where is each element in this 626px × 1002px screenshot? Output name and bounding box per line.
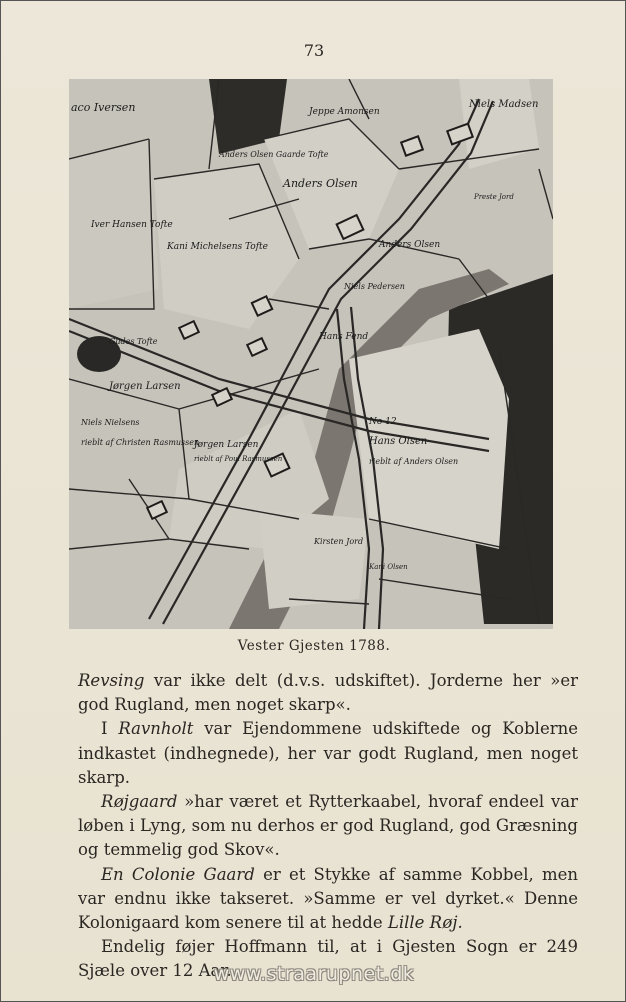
map-label: Jørgen Larsen — [109, 381, 181, 392]
text-run: »har været et Rytterkaabel, hvoraf endeel var løben i Lyng, som nu derhos er god Rugland, god Græsning og temmelig god Skov«. — [78, 792, 578, 860]
paragraph — [78, 669, 578, 717]
figure-caption: Vester Gjesten 1788. — [237, 638, 391, 654]
map-label: Jeppe Amonsen — [309, 107, 380, 117]
map-label: Preste Jord — [474, 193, 514, 201]
map-label: Kani Michelsens Tofte — [167, 242, 268, 252]
text-run: var Ejendommene udskiftede og Koblerne indkastet (indhegnede), her var godt Rugland, men noget skarp. — [78, 719, 578, 787]
paragraph — [78, 863, 578, 936]
map-label: Gudes Tofte — [109, 337, 158, 346]
map-label: No 12 — [369, 417, 397, 427]
text-run: I — [101, 719, 119, 739]
map-label: Jørgen Larsen — [194, 440, 259, 450]
text-run: var ikke delt (d.v.s. udskiftet). Jorderne her »er god Rugland, men noget skarp«. — [78, 671, 578, 715]
map-label: rieblt af Anders Olsen — [369, 457, 459, 466]
italic-term: Røjgaard — [101, 792, 178, 812]
paragraph — [78, 717, 578, 790]
map-label: Niels Nielsens — [81, 418, 140, 427]
map-label: Anders Olsen — [379, 240, 441, 250]
paragraph — [78, 790, 578, 863]
italic-term: Lille Røj. — [387, 913, 463, 933]
italic-term: En Colonie Gaard — [101, 864, 255, 884]
map-label: rieblt af Poul Rasmussen — [194, 455, 283, 463]
map-label: Hans Fend — [319, 332, 369, 342]
watermark: www.straarupnet.dk — [213, 963, 415, 985]
text-run: er et Stykke af samme Kobbel, men var endnu ikke takseret. »Samme er vel dyrket.« Denne Kolonigaard kom senere til at hedde — [78, 864, 579, 933]
map-label: Kani Olsen — [369, 563, 408, 571]
page-number: 73 — [303, 41, 325, 60]
field-6 — [259, 509, 369, 609]
map-label: Anders Olsen — [283, 177, 358, 190]
map-label: Hans Olsen — [369, 436, 428, 447]
italic-term: Revsing — [78, 671, 145, 690]
map-label: Kirsten Jord — [314, 537, 364, 546]
map-label: Anders Olsen Gaarde Tofte — [219, 150, 329, 159]
map-label: aco Iversen — [71, 101, 136, 114]
map-label: rieblt af Christen Rasmussen — [81, 438, 200, 447]
map-label: Iver Hansen Tofte — [91, 220, 173, 230]
map-label: Niels Pedersen — [344, 282, 405, 291]
italic-term: Ravnholt — [118, 719, 194, 739]
historical-map-figure — [69, 79, 553, 629]
body-text — [78, 669, 578, 984]
map-label: Niels Madsen — [469, 99, 539, 110]
map-drawing — [69, 79, 553, 629]
text-run: Endelig føjer Hoffmann til, at i Gjesten Sogn er 249 Sjæle over 12 Aar. — [78, 937, 578, 981]
